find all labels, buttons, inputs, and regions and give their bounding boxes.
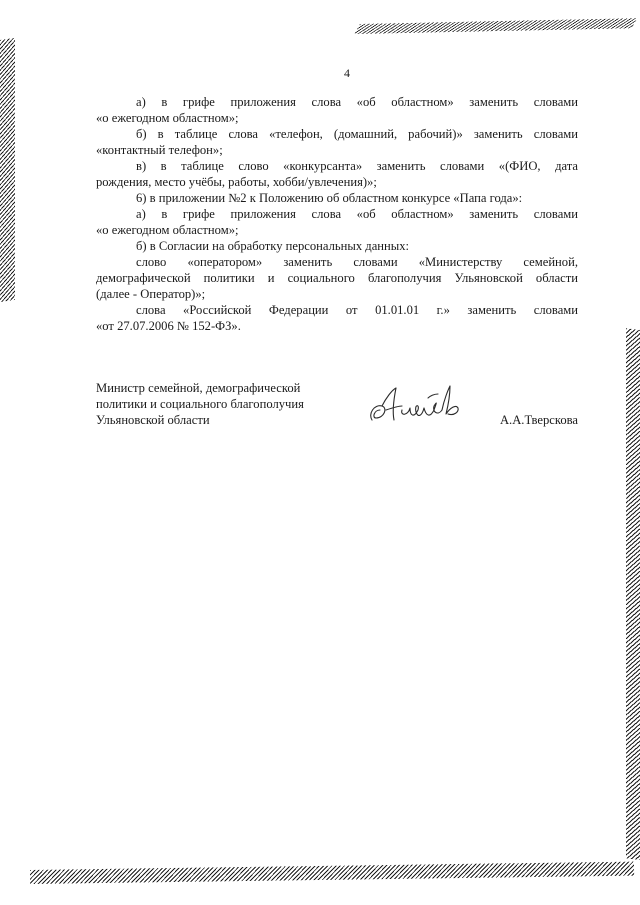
scan-edge-bottom: [30, 862, 634, 884]
paragraph-line: демографической политики и социального благополучия Ульяновской области: [96, 271, 578, 285]
paragraph-line: «контактный телефон»;: [96, 143, 223, 157]
paragraph-line: а) в грифе приложения слова «об областном» заменить словами: [136, 207, 578, 221]
signer-title-line: Ульяновской области: [96, 413, 210, 427]
paragraph-line: «о ежегодном областном»;: [96, 111, 239, 125]
signer-title-line: политики и социального благополучия: [96, 397, 304, 411]
paragraph-line: б) в таблице слова «телефон, (домашний, рабочий)» заменить словами: [136, 127, 578, 141]
signer-title-line: Министр семейной, демографической: [96, 381, 301, 395]
paragraph-line: в) в таблице слово «конкурсанта» заменить словами «(ФИО, дата: [136, 159, 578, 173]
paragraph-line: рождения, место учёбы, работы, хобби/увлечения)»;: [96, 175, 377, 189]
paragraph-line: 6) в приложении №2 к Положению об областном конкурсе «Папа года»:: [136, 191, 523, 205]
paragraph-line: (далее - Оператор)»;: [96, 287, 206, 301]
paragraph-line: слово «оператором» заменить словами «Министерству семейной,: [136, 255, 578, 269]
signer-title: [96, 380, 304, 428]
scan-edge-left: [0, 38, 15, 302]
handwritten-signature: [364, 380, 464, 428]
signer-name: А.А.Тверскова: [499, 413, 578, 427]
scan-edge-right: [626, 328, 640, 860]
paragraph-line: б) в Согласии на обработку персональных данных:: [136, 239, 410, 253]
signature-block: [96, 380, 578, 436]
paragraph-line: «о ежегодном областном»;: [96, 223, 239, 237]
page-number: 4: [344, 66, 350, 80]
document-body: [96, 94, 578, 334]
scan-edge-top: [354, 18, 637, 34]
paragraph-line: «от 27.07.2006 № 152-ФЗ».: [96, 319, 241, 333]
paragraph-line: слова «Российской Федерации от 01.01.01 г.» заменить словами: [136, 303, 578, 317]
paragraph-line: а) в грифе приложения слова «об областном» заменить словами: [136, 95, 578, 109]
